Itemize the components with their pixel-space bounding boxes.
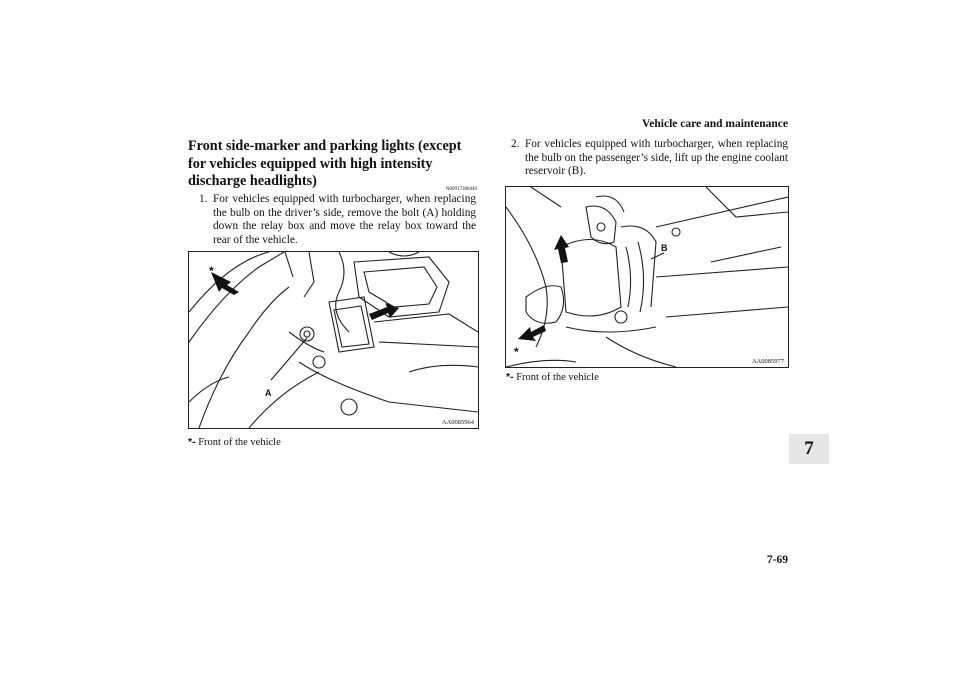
header-title: Vehicle care and maintenance [642, 118, 788, 130]
step-number: 1. [199, 193, 208, 205]
engine-bay-illustration-1 [189, 252, 478, 428]
front-marker-star: * [209, 264, 214, 278]
figure-coolant-reservoir [505, 186, 789, 368]
note-text: Front of the vehicle [198, 437, 281, 448]
step-number: 2. [511, 138, 520, 150]
step-text: For vehicles equipped with turbocharger, when replacing the bulb on the passenger’s side, lift up the engine coolant reservoir (B). [525, 138, 788, 178]
front-marker-star: * [514, 345, 519, 359]
figure-code: AA0085964 [441, 419, 474, 426]
figure-code: AA0085977 [751, 358, 784, 365]
note-text: Front of the vehicle [516, 372, 599, 383]
note-marker: *- [188, 436, 196, 448]
figure-note-1 [188, 436, 281, 448]
step-text: For vehicles equipped with turbocharger, when replacing the bulb on the driver’s side, remove the bolt (A) holding down the relay box and move the relay box toward the rear of the vehicle. [213, 193, 476, 246]
step-1 [199, 193, 476, 247]
note-marker: *- [506, 371, 514, 383]
chapter-tab: 7 [789, 434, 829, 464]
section-heading: Front side-marker and parking lights (except for vehicles equipped with high intensity discharge headlights) [188, 138, 462, 189]
step-2 [511, 138, 788, 179]
page-number: 7-69 [766, 554, 788, 566]
figure-note-2 [506, 371, 599, 383]
section-code: N00917300440 [445, 187, 477, 192]
callout-letter-b: B [661, 243, 668, 253]
figure-relay-box [188, 251, 479, 429]
engine-bay-illustration-2 [506, 187, 788, 367]
callout-letter-a: A [265, 388, 272, 398]
